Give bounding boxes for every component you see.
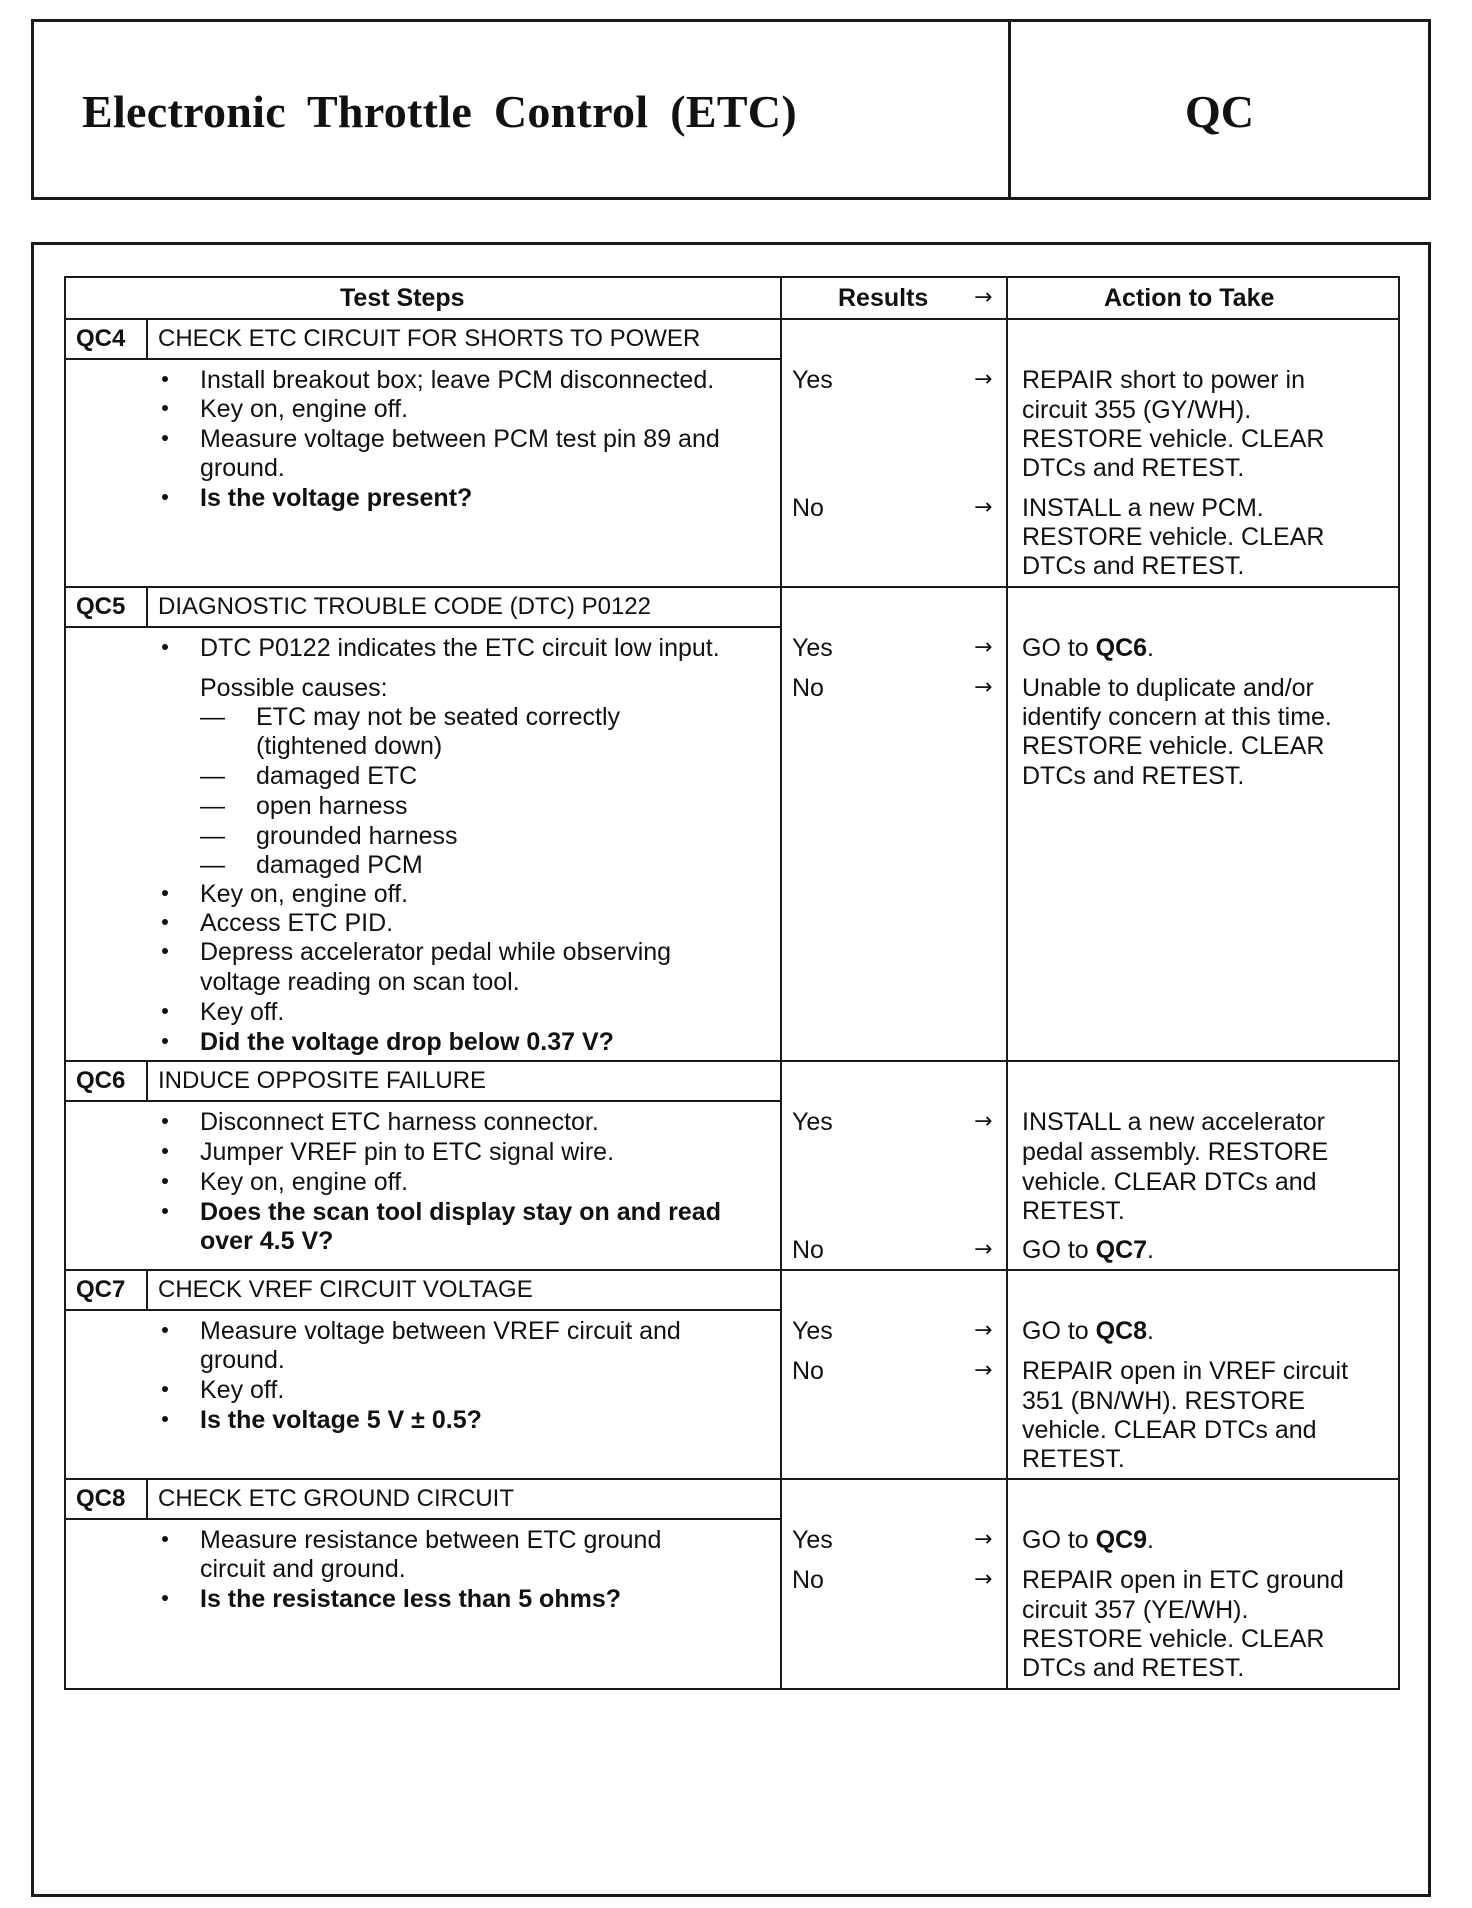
bullet-icon bbox=[162, 1416, 168, 1422]
dash-icon: — bbox=[200, 851, 225, 879]
qc7-no-action: RETEST. bbox=[1022, 1445, 1125, 1473]
bullet-icon bbox=[162, 1386, 168, 1392]
qc5-step: Access ETC PID. bbox=[200, 909, 394, 937]
qc5-yes-action bbox=[1022, 633, 1154, 663]
arrow-icon: → bbox=[974, 635, 993, 660]
qc6-title-rule bbox=[66, 1100, 780, 1102]
qc8-yes-action-ref: QC9 bbox=[1095, 1526, 1148, 1554]
qc7-yes-action-text: GO to bbox=[1022, 1317, 1096, 1345]
arrow-icon: → bbox=[974, 675, 993, 700]
qc7-bottom-rule bbox=[66, 1478, 1398, 1480]
bullet-icon bbox=[162, 1178, 168, 1184]
header-results: Results bbox=[838, 284, 929, 312]
qc7-code: QC7 bbox=[76, 1276, 126, 1303]
qc8-result-yes: Yes bbox=[792, 1526, 833, 1554]
qc5-title: DIAGNOSTIC TROUBLE CODE (DTC) P0122 bbox=[158, 593, 651, 620]
qc8-question: Is the resistance less than 5 ohms? bbox=[200, 1585, 621, 1613]
qc8-no-action: RESTORE vehicle. CLEAR bbox=[1022, 1625, 1325, 1653]
bullet-icon bbox=[162, 435, 168, 441]
qc5-cause: grounded harness bbox=[256, 822, 458, 850]
qc8-title-rule bbox=[66, 1518, 780, 1520]
qc6-code-divider bbox=[146, 1060, 148, 1100]
qc4-step: ground. bbox=[200, 454, 285, 482]
qc5-step: Depress accelerator pedal while observing bbox=[200, 938, 672, 966]
qc5-yes-action-text: GO to bbox=[1022, 634, 1096, 662]
header-action: Action to Take bbox=[1104, 284, 1275, 312]
bullet-icon bbox=[162, 405, 168, 411]
qc8-result-no: No bbox=[792, 1566, 824, 1594]
header-arrow-icon: → bbox=[974, 285, 993, 310]
qc6-yes-action: RETEST. bbox=[1022, 1197, 1125, 1225]
qc6-step: Jumper VREF pin to ETC signal wire. bbox=[200, 1138, 615, 1166]
arrow-icon: → bbox=[974, 1567, 993, 1592]
qc4-yes-action: REPAIR short to power in bbox=[1022, 366, 1305, 394]
qc7-step: Key off. bbox=[200, 1376, 285, 1404]
qc6-no-action-end: . bbox=[1147, 1236, 1154, 1264]
qc8-code-divider bbox=[146, 1478, 148, 1518]
qc8-no-action: DTCs and RETEST. bbox=[1022, 1654, 1245, 1682]
qc6-yes-action: vehicle. CLEAR DTCs and bbox=[1022, 1168, 1317, 1196]
arrow-icon: → bbox=[974, 1109, 993, 1134]
qc7-no-action: vehicle. CLEAR DTCs and bbox=[1022, 1416, 1317, 1444]
qc8-yes-action-end: . bbox=[1147, 1526, 1154, 1554]
qc6-no-action bbox=[1022, 1235, 1154, 1265]
qc4-step: Key on, engine off. bbox=[200, 395, 409, 423]
bullet-icon bbox=[162, 1327, 168, 1333]
qc5-code: QC5 bbox=[76, 593, 126, 620]
qc6-result-no: No bbox=[792, 1236, 824, 1264]
arrow-icon: → bbox=[974, 1318, 993, 1343]
qc5-yes-action-ref: QC6 bbox=[1095, 634, 1148, 662]
qc7-step: ground. bbox=[200, 1346, 285, 1374]
column-divider-results bbox=[780, 278, 782, 1688]
qc5-no-action: identify concern at this time. bbox=[1022, 703, 1332, 731]
qc6-no-action-ref: QC7 bbox=[1095, 1236, 1148, 1264]
bullet-icon bbox=[162, 919, 168, 925]
bullet-icon bbox=[162, 1595, 168, 1601]
page-header bbox=[31, 19, 1431, 200]
bullet-icon bbox=[162, 644, 168, 650]
qc5-cause: damaged PCM bbox=[256, 851, 423, 879]
qc5-result-no: No bbox=[792, 674, 824, 702]
qc7-yes-action bbox=[1022, 1316, 1154, 1346]
dash-icon: — bbox=[200, 822, 225, 850]
dash-icon: — bbox=[200, 792, 225, 820]
qc5-no-action: DTCs and RETEST. bbox=[1022, 762, 1245, 790]
qc6-code: QC6 bbox=[76, 1067, 126, 1094]
qc5-cause: (tightened down) bbox=[256, 732, 443, 760]
qc4-code: QC4 bbox=[76, 325, 126, 352]
qc7-title-rule bbox=[66, 1309, 780, 1311]
qc5-title-rule bbox=[66, 626, 780, 628]
qc5-result-yes: Yes bbox=[792, 634, 833, 662]
bullet-icon bbox=[162, 1038, 168, 1044]
qc6-yes-action: pedal assembly. RESTORE bbox=[1022, 1138, 1329, 1166]
bullet-icon bbox=[162, 494, 168, 500]
qc5-cause: ETC may not be seated correctly bbox=[256, 703, 621, 731]
bullet-icon bbox=[162, 1148, 168, 1154]
qc6-bottom-rule bbox=[66, 1269, 1398, 1271]
column-divider-action bbox=[1006, 278, 1008, 1688]
bullet-icon bbox=[162, 376, 168, 382]
header-rule bbox=[66, 318, 1398, 320]
qc8-no-action: REPAIR open in ETC ground bbox=[1022, 1566, 1344, 1594]
qc6-title: INDUCE OPPOSITE FAILURE bbox=[158, 1067, 487, 1094]
qc4-no-action: INSTALL a new PCM. bbox=[1022, 494, 1264, 522]
qc6-question: Does the scan tool display stay on and read bbox=[200, 1198, 721, 1226]
qc5-question: Did the voltage drop below 0.37 V? bbox=[200, 1028, 614, 1056]
qc4-code-divider bbox=[146, 318, 148, 358]
diagnostic-table bbox=[64, 276, 1400, 1690]
qc7-step: Measure voltage between VREF circuit and bbox=[200, 1317, 681, 1345]
qc5-step: voltage reading on scan tool. bbox=[200, 968, 520, 996]
page-title: Electronic Throttle Control (ETC) bbox=[82, 86, 797, 137]
qc8-yes-action-text: GO to bbox=[1022, 1526, 1096, 1554]
bullet-icon bbox=[162, 1208, 168, 1214]
qc4-yes-action: RESTORE vehicle. CLEAR bbox=[1022, 425, 1325, 453]
qc7-title: CHECK VREF CIRCUIT VOLTAGE bbox=[158, 1276, 533, 1303]
arrow-icon: → bbox=[974, 495, 993, 520]
arrow-icon: → bbox=[974, 1527, 993, 1552]
qc6-no-action-text: GO to bbox=[1022, 1236, 1096, 1264]
arrow-icon: → bbox=[974, 1358, 993, 1383]
section-code: QC bbox=[1185, 86, 1254, 137]
header-test-steps: Test Steps bbox=[340, 284, 465, 312]
qc7-result-no: No bbox=[792, 1357, 824, 1385]
qc4-title: CHECK ETC CIRCUIT FOR SHORTS TO POWER bbox=[158, 325, 701, 352]
qc7-code-divider bbox=[146, 1269, 148, 1309]
qc4-bottom-rule bbox=[66, 586, 1398, 588]
qc5-code-divider bbox=[146, 586, 148, 626]
qc6-yes-action: INSTALL a new accelerator bbox=[1022, 1108, 1325, 1136]
qc7-question: Is the voltage 5 V ± 0.5? bbox=[200, 1406, 482, 1434]
qc5-no-action: Unable to duplicate and/or bbox=[1022, 674, 1314, 702]
arrow-icon: → bbox=[974, 367, 993, 392]
qc4-yes-action: DTCs and RETEST. bbox=[1022, 454, 1245, 482]
qc6-question: over 4.5 V? bbox=[200, 1227, 334, 1255]
qc7-yes-action-ref: QC8 bbox=[1095, 1317, 1148, 1345]
qc7-result-yes: Yes bbox=[792, 1317, 833, 1345]
qc6-step: Key on, engine off. bbox=[200, 1168, 409, 1196]
bullet-icon bbox=[162, 890, 168, 896]
qc5-step: Key on, engine off. bbox=[200, 880, 409, 908]
bullet-icon bbox=[162, 1536, 168, 1542]
qc4-result-yes: Yes bbox=[792, 366, 833, 394]
qc8-yes-action bbox=[1022, 1525, 1154, 1555]
qc8-step: circuit and ground. bbox=[200, 1555, 406, 1583]
qc4-question: Is the voltage present? bbox=[200, 484, 473, 512]
bullet-icon bbox=[162, 1118, 168, 1124]
qc4-step: Install breakout box; leave PCM disconnected. bbox=[200, 366, 715, 394]
qc5-bottom-rule bbox=[66, 1060, 1398, 1062]
qc6-step: Disconnect ETC harness connector. bbox=[200, 1108, 599, 1136]
qc6-result-yes: Yes bbox=[792, 1108, 833, 1136]
qc7-no-action: REPAIR open in VREF circuit bbox=[1022, 1357, 1349, 1385]
qc8-no-action: circuit 357 (YE/WH). bbox=[1022, 1596, 1249, 1624]
qc4-no-action: DTCs and RETEST. bbox=[1022, 552, 1245, 580]
qc8-title: CHECK ETC GROUND CIRCUIT bbox=[158, 1485, 515, 1512]
qc5-no-action: RESTORE vehicle. CLEAR bbox=[1022, 732, 1325, 760]
qc8-code: QC8 bbox=[76, 1485, 126, 1512]
bullet-icon bbox=[162, 948, 168, 954]
qc5-step: Possible causes: bbox=[200, 674, 388, 702]
qc4-no-action: RESTORE vehicle. CLEAR bbox=[1022, 523, 1325, 551]
bullet-icon bbox=[162, 1008, 168, 1014]
qc5-yes-action-end: . bbox=[1147, 634, 1154, 662]
qc5-step: Key off. bbox=[200, 998, 285, 1026]
qc8-step: Measure resistance between ETC ground bbox=[200, 1526, 662, 1554]
qc7-yes-action-end: . bbox=[1147, 1317, 1154, 1345]
arrow-icon: → bbox=[974, 1237, 993, 1262]
dash-icon: — bbox=[200, 762, 225, 790]
qc4-step: Measure voltage between PCM test pin 89 and bbox=[200, 425, 720, 453]
qc5-cause: damaged ETC bbox=[256, 762, 418, 790]
qc4-yes-action: circuit 355 (GY/WH). bbox=[1022, 396, 1252, 424]
qc5-step: DTC P0122 indicates the ETC circuit low input. bbox=[200, 634, 720, 662]
qc4-result-no: No bbox=[792, 494, 824, 522]
qc5-cause: open harness bbox=[256, 792, 408, 820]
qc4-title-rule bbox=[66, 358, 780, 360]
dash-icon: — bbox=[200, 703, 225, 731]
qc7-no-action: 351 (BN/WH). RESTORE bbox=[1022, 1387, 1305, 1415]
